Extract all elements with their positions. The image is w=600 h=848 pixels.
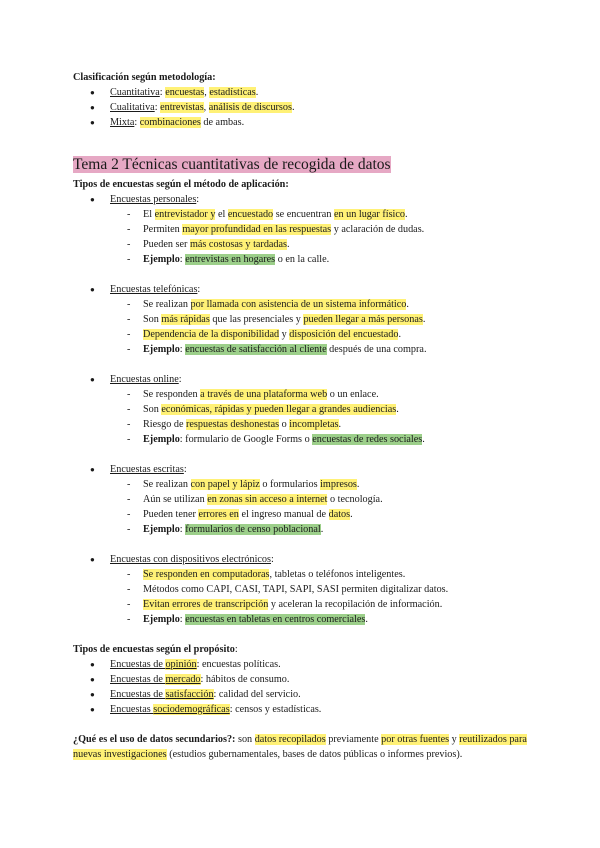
list-item: ● Encuestas sociodemográficas: censos y estadísticas. — [73, 702, 533, 717]
sublist-item: - Ejemplo: entrevistas en hogares o en la calle. — [110, 252, 533, 267]
sublist-item: - Riesgo de respuestas deshonestas o incompletas. — [110, 417, 533, 432]
sublist-item: - Son económicas, rápidas y pueden llegar a grandes audiencias. — [110, 402, 533, 417]
sublist-item: - Son más rápidas que las presenciales y pueden llegar a más personas. — [110, 312, 533, 327]
tema-title: Tema 2 Técnicas cuantitativas de recogida de datos — [73, 156, 391, 173]
list-item: ● Mixta: combinaciones de ambas. — [73, 115, 533, 130]
sublist-item: - El entrevistador y el encuestado se encuentran en un lugar físico. — [110, 207, 533, 222]
sublist-item: - Se realizan con papel y lápiz o formularios impresos. — [110, 477, 533, 492]
paragraph-datos-secundarios: ¿Qué es el uso de datos secundarios?: son datos recopilados previamente por otras fuentes y reutilizados para nuevas investigaciones (estudios gubernamentales, bases de datos públicas o informes previos). — [73, 734, 527, 760]
sublist-item: - Pueden ser más costosas y tardadas. — [110, 237, 533, 252]
sublist — [110, 387, 533, 447]
list-item-electronicos: ● Encuestas con dispositivos electrónicos: - Se responden en computadoras, tabletas o teléfonos inteligentes. - Métodos como CAPI, CASI, TAPI, SAPI, SASI permiten digitalizar datos. - Evitan errores de transcripción y aceleran la recopilación de información. - Ejemplo: encuestas en tabletas en centros comerciales. — [73, 552, 533, 627]
sublist-item: - Métodos como CAPI, CASI, TAPI, SAPI, SASI permiten digitalizar datos. — [110, 582, 533, 597]
sublist — [110, 477, 533, 537]
list-item: ● Encuestas de mercado: hábitos de consumo. — [73, 672, 533, 687]
list-item: ● Cuantitativa: encuestas, estadísticas. — [73, 85, 533, 100]
section-heading-metodologia: Clasificación según metodología: — [73, 72, 216, 83]
sublist-item: - Aún se utilizan en zonas sin acceso a internet o tecnología. — [110, 492, 533, 507]
list-item-online: ● Encuestas online: - Se responden a través de una plataforma web o un enlace. - Son económicas, rápidas y pueden llegar a grandes audiencias. - Riesgo de respuestas deshonestas o incompletas. - Ejemplo: formulario de Google Forms o encuestas de redes sociales. — [73, 372, 533, 462]
sublist-item: - Se responden a través de una plataforma web o un enlace. — [110, 387, 533, 402]
list-item-personales: ● Encuestas personales: - El entrevistador y el encuestado se encuentran en un lugar físico. - Permiten mayor profundidad en las respuestas y aclaración de dudas. - Pueden ser más costosas y tardadas. - Ejemplo: entrevistas en hogares o en la calle. — [73, 192, 533, 282]
proposito-list — [73, 657, 533, 717]
sublist-item: - Pueden tener errores en el ingreso manual de datos. — [110, 507, 533, 522]
sublist-item: - Ejemplo: encuestas de satisfacción al cliente después de una compra. — [110, 342, 533, 357]
list-item: ● Encuestas de opinión: encuestas políticas. — [73, 657, 533, 672]
sublist-item: - Se realizan por llamada con asistencia de un sistema informático. — [110, 297, 533, 312]
list-item: ● Cualitativa: entrevistas, análisis de discursos. — [73, 100, 533, 115]
sublist-item: - Dependencia de la disponibilidad y disposición del encuestado. — [110, 327, 533, 342]
sublist-item: - Evitan errores de transcripción y aceleran la recopilación de información. — [110, 597, 533, 612]
sublist-item: - Ejemplo: formulario de Google Forms o encuestas de redes sociales. — [110, 432, 533, 447]
list-item-telefonicas: ● Encuestas telefónicas: - Se realizan por llamada con asistencia de un sistema informático. - Son más rápidas que las presenciales y pueden llegar a más personas. - Dependencia de la disponibilidad y disposición del encuestado. - Ejemplo: encuestas de satisfacción al cliente después de una compra. — [73, 282, 533, 372]
section-heading-proposito: Tipos de encuestas según el propósito: — [73, 644, 238, 655]
sublist — [110, 567, 533, 627]
sublist-item: - Ejemplo: formularios de censo poblacional. — [110, 522, 533, 537]
document-page — [73, 70, 533, 762]
list-item-escritas: ● Encuestas escritas: - Se realizan con papel y lápiz o formularios impresos. - Aún se utilizan en zonas sin acceso a internet o tecnología. - Pueden tener errores en el ingreso manual de datos. - Ejemplo: formularios de censo poblacional. — [73, 462, 533, 552]
sublist-item: - Se responden en computadoras, tabletas o teléfonos inteligentes. — [110, 567, 533, 582]
sublist — [110, 207, 533, 267]
sublist-item: - Permiten mayor profundidad en las respuestas y aclaración de dudas. — [110, 222, 533, 237]
section-heading-metodo: Tipos de encuestas según el método de aplicación: — [73, 179, 289, 190]
sublist — [110, 297, 533, 357]
metodo-list — [73, 192, 533, 627]
sublist-item: - Ejemplo: encuestas en tabletas en centros comerciales. — [110, 612, 533, 627]
list-item: ● Encuestas de satisfacción: calidad del servicio. — [73, 687, 533, 702]
metodologia-list — [73, 85, 533, 130]
